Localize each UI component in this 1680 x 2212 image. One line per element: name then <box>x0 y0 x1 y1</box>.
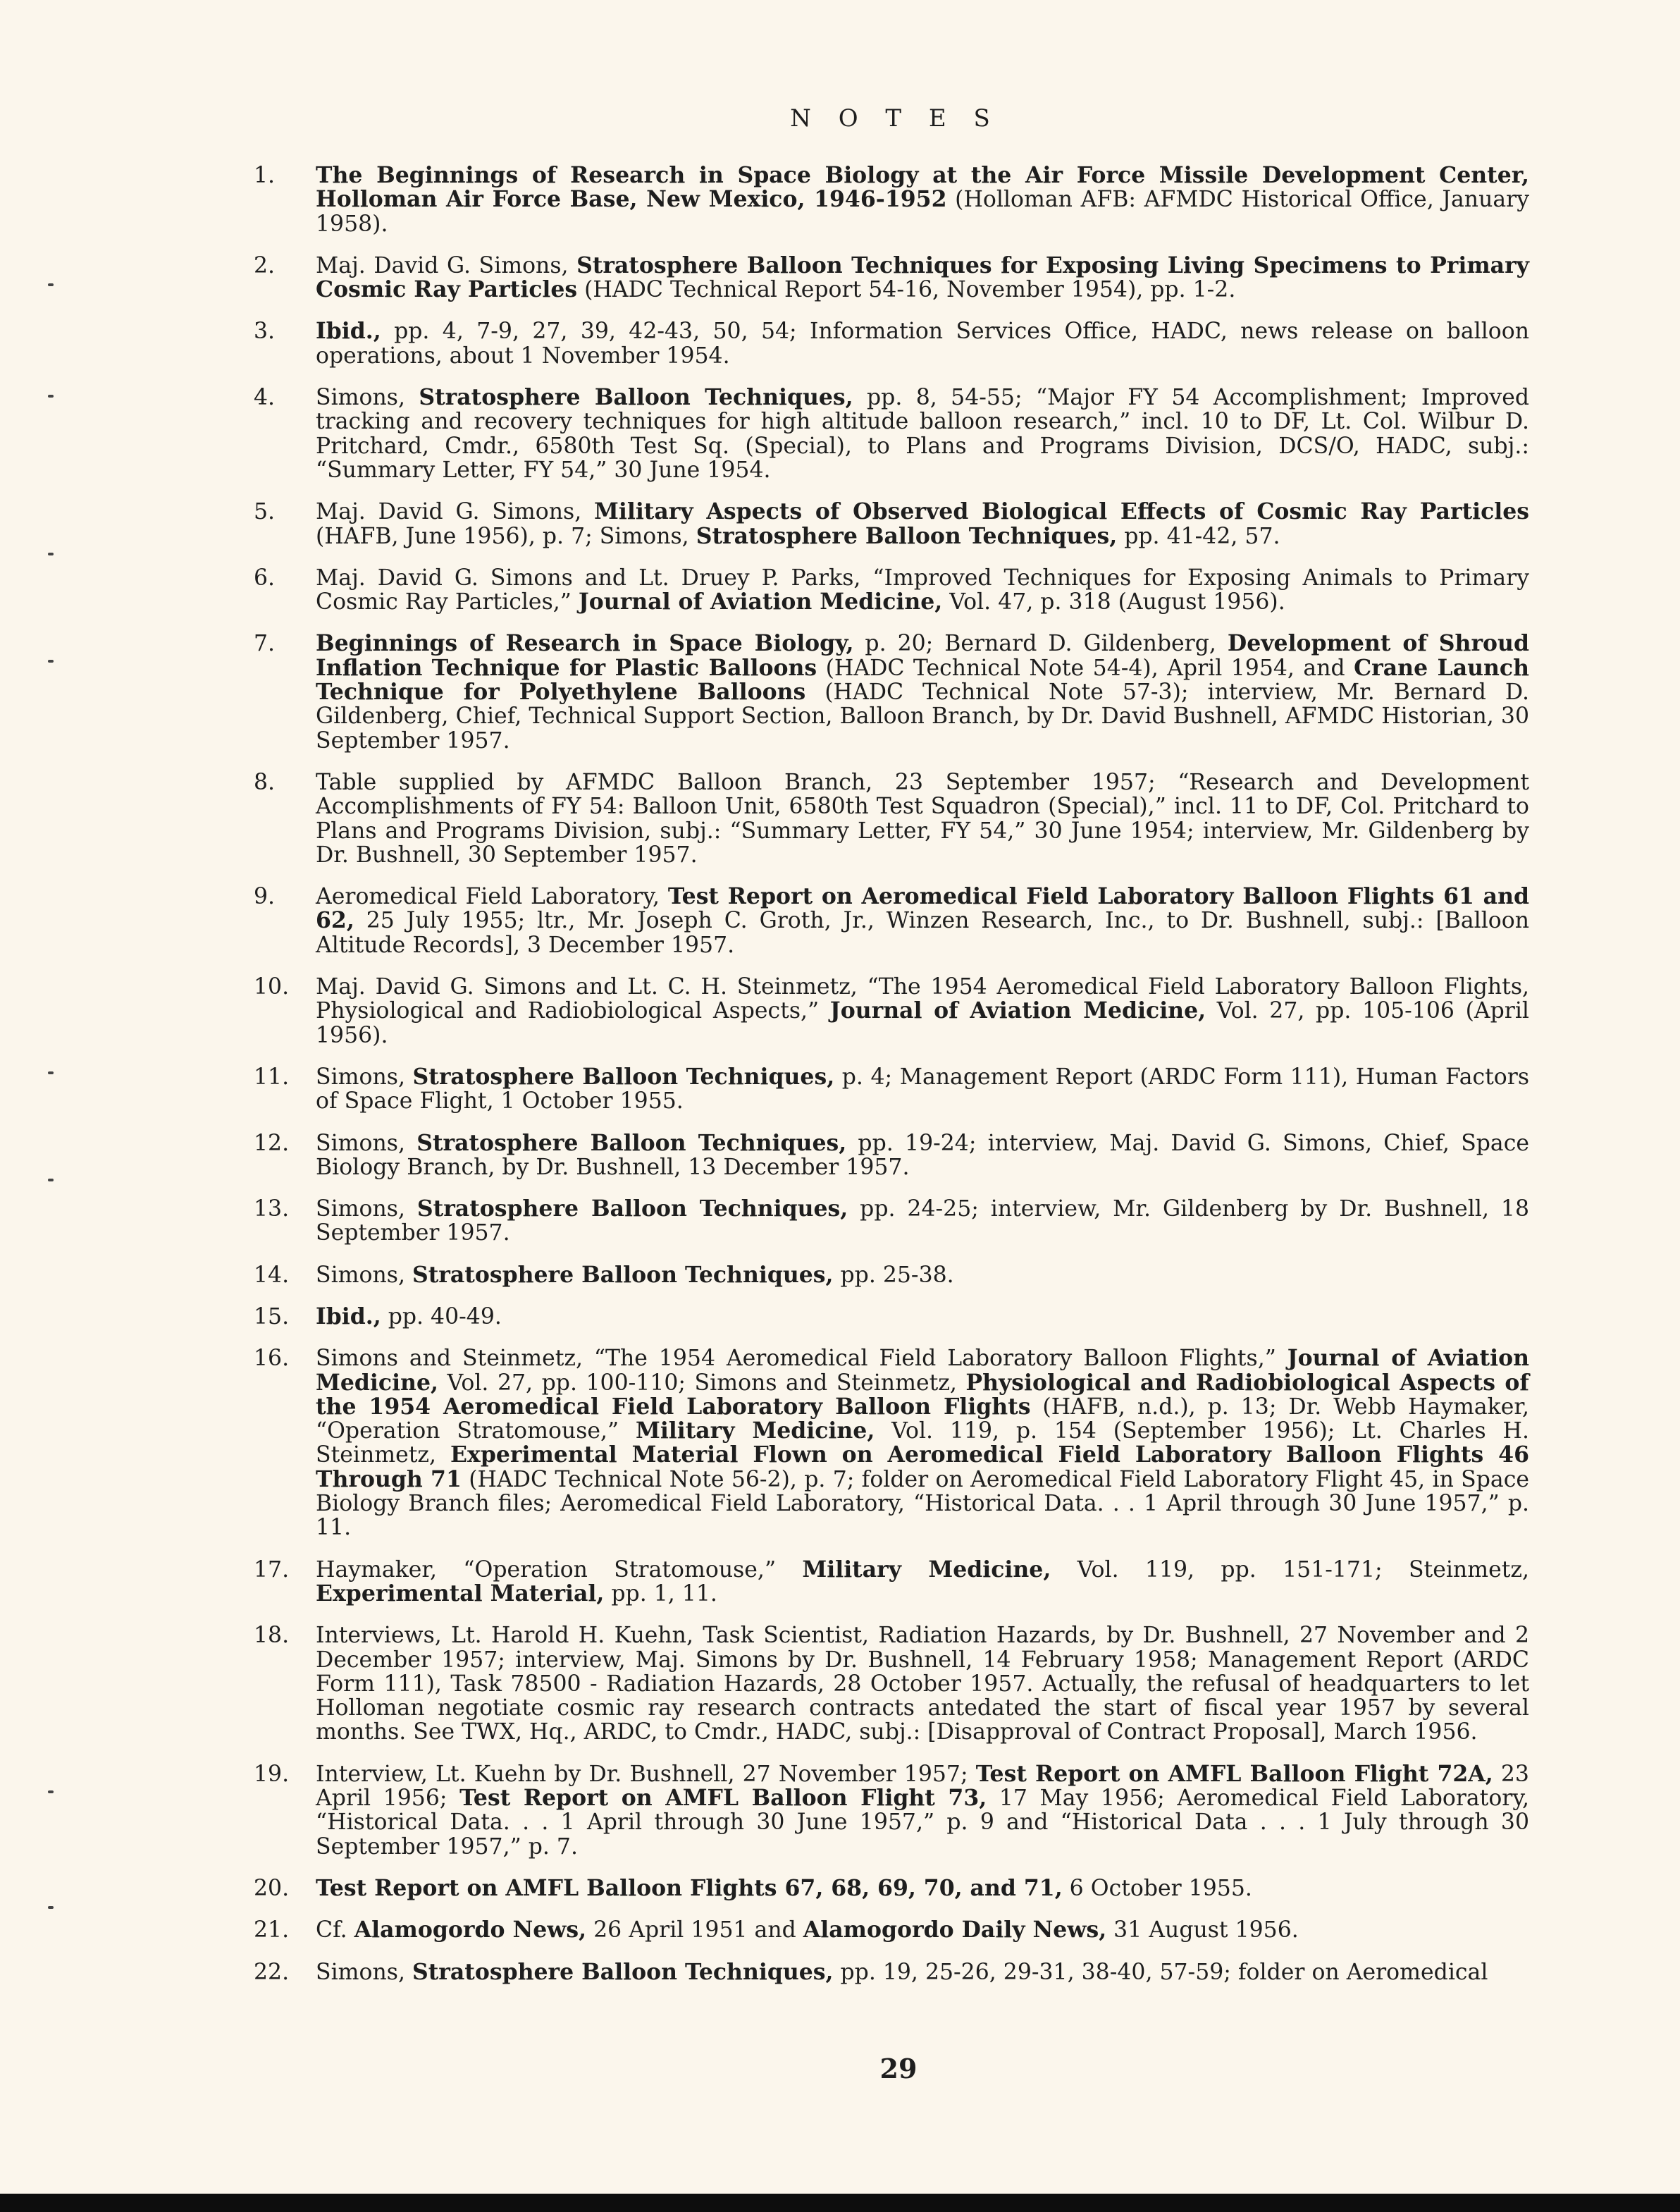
note-text <box>316 1960 1488 1985</box>
note-item <box>240 164 1529 236</box>
note-item <box>240 1960 1529 1984</box>
note-number: 19. <box>254 1761 290 1787</box>
note-title-bold: Stratosphere Balloon Techniques, <box>412 1063 835 1090</box>
note-item <box>240 1131 1529 1180</box>
page-number: 29 <box>879 2053 918 2084</box>
note-text-run: Simons and Steinmetz, “The 1954 Aeromedical Field Laboratory Balloon Flights,” <box>316 1346 1287 1372</box>
note-title-bold: Military Aspects of Observed Biological Effects of Cosmic Ray Particles <box>594 498 1530 525</box>
note-text-run: 6 October 1955. <box>1062 1875 1252 1901</box>
note-number: 12. <box>254 1130 290 1156</box>
note-title-bold: Physiological and Radiobiological Aspects of the 1954 Aeromedical Field Laboratory Balloon Flights <box>316 1369 1529 1420</box>
margin-mark <box>48 1906 54 1909</box>
note-text-run: Simons, <box>316 1959 412 1985</box>
note-text-run: Vol. 27, pp. 100-110; Simons and Steinmetz, <box>438 1370 966 1396</box>
note-item <box>240 386 1529 482</box>
note-item <box>240 632 1529 752</box>
note-title-bold: Journal of Aviation Medicine, <box>578 589 943 615</box>
note-title-bold: Stratosphere Balloon Techniques, <box>412 1958 834 1985</box>
note-title-bold: Test Report on Aeromedical Field Laboratory Balloon Flights 61 and 62, <box>316 883 1530 934</box>
note-text <box>316 1623 1529 1745</box>
note-text <box>316 1262 954 1288</box>
note-text <box>316 319 1529 368</box>
note-text <box>316 1131 1529 1180</box>
note-item <box>240 319 1529 368</box>
note-number: 20. <box>254 1875 290 1901</box>
margin-mark <box>48 1071 54 1074</box>
note-text-run: Maj. David G. Simons and Lt. Druey P. Parks, “Improved Techniques for Exposing Animals to Primary Cosmic Ray Particles,” <box>316 565 1529 615</box>
note-title-bold: Beginnings of Research in Space Biology, <box>316 630 854 657</box>
note-title-bold: Test Report on AMFL Balloon Flight 72A, <box>975 1760 1493 1787</box>
note-text-run: 23 April 1956; <box>316 1761 1529 1812</box>
note-text-run: Simons, <box>316 1130 417 1156</box>
note-item <box>240 1346 1529 1540</box>
note-title-bold: Crane Launch Technique for Polyethylene Balloons <box>316 654 1529 706</box>
note-text-run: Table supplied by AFMDC Balloon Branch, 23 September 1957; “Research and Development Accomplishments of FY 54: Balloon Unit, 6580th Test Squadron (Special),” incl. 11 to DF, Col. Pritchard to Plans and Programs Division, subj.: “Summary Letter, FY 54,” 30 June 1954; interview, Mr. Gildenberg by Dr. Bushnell, 30 September 1957. <box>316 769 1529 868</box>
note-text <box>316 1304 502 1329</box>
note-number: 14. <box>254 1262 290 1288</box>
note-item <box>240 254 1529 302</box>
note-text-run: 26 April 1951 and <box>586 1917 803 1943</box>
note-title-bold: Stratosphere Balloon Techniques, <box>416 1129 847 1156</box>
note-text-run: Maj. David G. Simons, <box>316 499 595 525</box>
note-text <box>316 385 1529 483</box>
note-item <box>240 1197 1529 1246</box>
note-item <box>240 1762 1529 1859</box>
note-text-run: Haymaker, “Operation Stratomouse,” <box>316 1556 803 1583</box>
note-title-bold: Development of Shroud Inflation Technique for Plastic Balloons <box>316 630 1529 681</box>
note-number: 9. <box>254 884 276 910</box>
note-text-run: pp. 19-24; interview, Maj. David G. Simons, Chief, Space Biology Branch, by Dr. Bushnell, 13 December 1957. <box>316 1130 1529 1180</box>
note-item <box>240 770 1529 867</box>
note-title-bold: Stratosphere Balloon Techniques, <box>412 1261 834 1288</box>
note-item <box>240 1263 1529 1287</box>
note-title-bold: Ibid., <box>316 1303 381 1329</box>
note-text-run: (HAFB, June 1956), p. 7; Simons, <box>316 523 696 549</box>
note-text-run: pp. 1, 11. <box>604 1580 717 1606</box>
note-number: 15. <box>254 1303 290 1329</box>
margin-mark <box>48 1179 54 1181</box>
note-title-bold: Experimental Material Flown on Aeromedical Field Laboratory Balloon Flights 46 Through 71 <box>316 1442 1529 1492</box>
note-number: 22. <box>254 1959 290 1985</box>
note-text-run: Simons, <box>316 1064 413 1090</box>
note-number: 3. <box>254 319 276 345</box>
note-title-bold: Ibid., <box>316 318 381 345</box>
note-title-bold: Alamogordo Daily News, <box>803 1917 1107 1943</box>
note-text <box>316 1876 1252 1901</box>
note-text-run: (Holloman AFB: AFMDC Historical Office, January 1958). <box>316 187 1529 237</box>
note-number: 1. <box>254 163 276 188</box>
note-number: 21. <box>254 1917 290 1943</box>
note-number: 17. <box>254 1556 290 1583</box>
note-text-run: Vol. 119, pp. 151-171; Steinmetz, <box>1051 1556 1529 1583</box>
note-item <box>240 1918 1529 1942</box>
note-title-bold: Journal of Aviation Medicine, <box>829 997 1206 1024</box>
note-item <box>240 1558 1529 1606</box>
note-number: 8. <box>254 769 276 795</box>
note-text-run: 31 August 1956. <box>1106 1917 1299 1943</box>
note-number: 11. <box>254 1064 290 1090</box>
note-text-run: (HADC Technical Report 54-16, November 1954), pp. 1-2. <box>577 277 1236 303</box>
note-title-bold: Alamogordo News, <box>354 1917 587 1943</box>
note-text-run: pp. 25-38. <box>833 1262 954 1288</box>
note-text <box>316 1917 1299 1943</box>
note-text <box>316 499 1529 548</box>
note-text-run: Maj. David G. Simons, <box>316 252 577 278</box>
page-title: N O T E S <box>790 104 1000 133</box>
note-item <box>240 1305 1529 1329</box>
note-text <box>316 631 1529 753</box>
note-text <box>316 565 1529 615</box>
note-text-run: Vol. 47, p. 318 (August 1956). <box>942 589 1285 615</box>
note-title-bold: Test Report on AMFL Balloon Flight 73, <box>459 1785 987 1812</box>
notes-list <box>240 164 1529 2002</box>
note-title-bold: Experimental Material, <box>316 1580 605 1606</box>
note-number: 2. <box>254 252 276 278</box>
note-text-run: Aeromedical Field Laboratory, <box>316 884 668 910</box>
note-text-run: pp. 24-25; interview, Mr. Gildenberg by Dr. Bushnell, 18 September 1957. <box>316 1196 1529 1246</box>
note-text <box>316 253 1529 302</box>
note-title-bold: The Beginnings of Research in Space Biology at the Air Force Missile Development Center, Holloman Air Force Base, New Mexico, 1946-1952 <box>316 162 1529 213</box>
note-text-run: 25 July 1955; ltr., Mr. Joseph C. Groth, Jr., Winzen Research, Inc., to Dr. Bushnell, subj.: [Balloon Altitude Records], 3 December 1957. <box>316 908 1529 958</box>
note-number: 16. <box>254 1346 290 1372</box>
note-text-run: Simons, <box>316 1262 412 1288</box>
note-number: 7. <box>254 631 276 657</box>
note-number: 13. <box>254 1196 290 1222</box>
note-text-run: Vol. 119, p. 154 (September 1956); Lt. Charles H. Steinmetz, <box>316 1418 1529 1468</box>
note-number: 18. <box>254 1623 290 1649</box>
note-text-run: pp. 4, 7-9, 27, 39, 42-43, 50, 54; Information Services Office, HADC, news release on balloon operations, about 1 November 1954. <box>316 319 1529 369</box>
margin-mark <box>48 553 54 555</box>
note-text-run: Vol. 27, pp. 105-106 (April 1956). <box>316 998 1529 1048</box>
note-number: 4. <box>254 385 276 411</box>
note-text-run: Simons, <box>316 385 419 411</box>
margin-mark <box>48 395 54 398</box>
note-text-run: (HADC Technical Note 56-2), p. 7; folder on Aeromedical Field Laboratory Flight 45, in Space Biology Branch files; Aeromedical Field Laboratory, “Historical Data. . . 1 April through 30 June 1957,” p. 11. <box>316 1466 1529 1541</box>
note-text <box>316 1064 1529 1114</box>
note-title-bold: Journal of Aviation Medicine, <box>316 1345 1529 1396</box>
note-text <box>316 163 1529 237</box>
note-text <box>316 1762 1529 1860</box>
note-text-run: pp. 41-42, 57. <box>1117 523 1280 549</box>
note-text-run: Interview, Lt. Kuehn by Dr. Bushnell, 27 November 1957; <box>316 1761 976 1787</box>
note-item <box>240 885 1529 957</box>
note-text-run: Simons, <box>316 1196 417 1222</box>
note-text-run: p. 4; Management Report (ARDC Form 111), Human Factors of Space Flight, 1 October 1955. <box>316 1064 1529 1114</box>
note-text-run: (HADC Technical Note 57-3); interview, Mr. Bernard D. Gildenberg, Chief, Technical Support Section, Balloon Branch, by Dr. David Bushnell, AFMDC Historian, 30 September 1957. <box>316 680 1530 754</box>
note-text-run: (HAFB, n.d.), p. 13; Dr. Webb Haymaker, “Operation Stratomouse,” <box>316 1394 1529 1444</box>
note-text <box>316 974 1529 1048</box>
note-title-bold: Test Report on AMFL Balloon Flights 67, 68, 69, 70, and 71, <box>316 1874 1063 1901</box>
note-text-run: Interviews, Lt. Harold H. Kuehn, Task Scientist, Radiation Hazards, by Dr. Bushnell, 27 November and 2 December 1957; interview, Maj. Simons by Dr. Bushnell, 14 February 1958; Management Report (ARDC Form 111), Task 78500 - Radiation Hazards, 28 October 1957. Actually, the refusal of headquarters to let Holloman negotiate cosmic ray research contracts antedated the start of fiscal year 1957 by several months. See TWX, Hq., ARDC, to Cmdr., HADC, subj.: [Disapproval of Contract Proposal], March 1956. <box>316 1623 1529 1745</box>
note-number: 10. <box>254 974 290 1000</box>
note-text-run: 17 May 1956; Aeromedical Field Laboratory, “Historical Data. . . 1 April through 30 June 1957,” p. 9 and “Historical Data . . . 1 July through 30 September 1957,” p. 7. <box>316 1786 1529 1860</box>
note-item <box>240 566 1529 615</box>
note-text-run: Maj. David G. Simons and Lt. C. H. Steinmetz, “The 1954 Aeromedical Field Laboratory Balloon Flights, Physiological and Radiobiological Aspects,” <box>316 974 1529 1024</box>
note-item <box>240 1876 1529 1900</box>
note-text-run: pp. 19, 25-26, 29-31, 38-40, 57-59; folder on Aeromedical <box>833 1959 1488 1985</box>
note-text-run: p. 20; Bernard D. Gildenberg, <box>853 631 1228 657</box>
margin-mark <box>48 660 54 663</box>
note-item <box>240 1065 1529 1114</box>
note-text <box>316 884 1529 958</box>
note-text-run: pp. 8, 54-55; “Major FY 54 Accomplishment; Improved tracking and recovery techniques for high altitude balloon research,” incl. 10 to DF, Lt. Col. Wilbur D. Pritchard, Cmdr., 6580th Test Sq. (Special), to Plans and Programs Division, DCS/O, HADC, subj.: “Summary Letter, FY 54,” 30 June 1954. <box>316 385 1529 483</box>
note-text <box>316 1557 1529 1606</box>
margin-mark <box>48 283 54 286</box>
note-title-bold: Military Medicine, <box>635 1418 875 1444</box>
note-text <box>316 770 1529 868</box>
note-title-bold: Stratosphere Balloon Techniques for Exposing Living Specimens to Primary Cosmic Ray Particles <box>316 252 1529 303</box>
note-title-bold: Stratosphere Balloon Techniques, <box>696 522 1118 549</box>
note-text <box>316 1346 1529 1540</box>
note-item <box>240 500 1529 548</box>
note-text-run: (HADC Technical Note 54-4), April 1954, and <box>817 655 1354 681</box>
margin-mark <box>48 1790 54 1793</box>
note-item <box>240 975 1529 1047</box>
note-text-run: Cf. <box>316 1917 354 1943</box>
scan-bottom-edge <box>0 2194 1680 2212</box>
note-text <box>316 1196 1529 1246</box>
note-number: 6. <box>254 565 276 591</box>
note-title-bold: Military Medicine, <box>802 1556 1051 1583</box>
note-text-run: pp. 40-49. <box>381 1303 502 1329</box>
note-title-bold: Stratosphere Balloon Techniques, <box>416 1196 848 1222</box>
note-title-bold: Stratosphere Balloon Techniques, <box>419 384 853 411</box>
note-number: 5. <box>254 499 276 525</box>
note-item <box>240 1623 1529 1744</box>
